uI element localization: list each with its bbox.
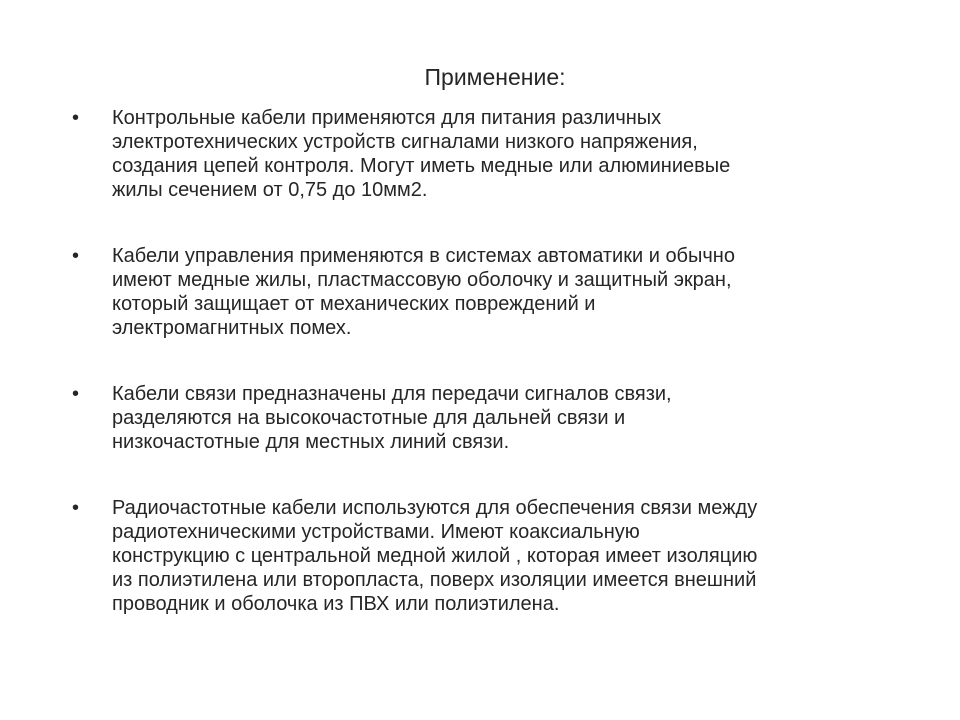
- bullet-item-control-cables: [72, 106, 932, 202]
- bullet-icon: •: [72, 107, 80, 129]
- bullet-line: проводник и оболочка из ПВХ или полиэтилена.: [112, 593, 560, 615]
- bullet-icon: •: [72, 383, 80, 405]
- bullet-line: создания цепей контроля. Могут иметь медные или алюминиевые: [112, 155, 731, 177]
- bullet-line: Контрольные кабели применяются для питания различных: [112, 107, 662, 129]
- bullet-line: радиотехническими устройствами. Имеют коаксиальную: [112, 521, 640, 543]
- bullet-line: Кабели связи предназначены для передачи сигналов связи,: [112, 383, 672, 405]
- bullet-line: из полиэтилена или второпласта, поверх изоляции имеется внешний: [112, 569, 757, 591]
- bullet-icon: •: [72, 497, 80, 519]
- bullet-line: Кабели управления применяются в системах автоматики и обычно: [112, 245, 735, 267]
- bullet-icon: •: [72, 245, 80, 267]
- slide-title: Применение:: [424, 64, 566, 90]
- bullet-line: электротехнических устройств сигналами низкого напряжения,: [112, 131, 698, 153]
- bullet-item-management-cables: [72, 244, 932, 340]
- bullet-line: Радиочастотные кабели используются для обеспечения связи между: [112, 497, 758, 519]
- bullet-line: жилы сечением от 0,75 до 10мм2.: [112, 179, 428, 201]
- bullet-line: разделяются на высокочастотные для дальней связи и: [112, 407, 626, 429]
- bullet-line: который защищает от механических повреждений и: [112, 293, 596, 315]
- bullet-line: имеют медные жилы, пластмассовую оболочку и защитный экран,: [112, 269, 732, 291]
- bullet-item-radio-frequency-cables: [72, 496, 932, 616]
- bullet-list: [72, 106, 932, 616]
- bullet-item-communication-cables: [72, 382, 932, 454]
- bullet-line: низкочастотные для местных линий связи.: [112, 431, 510, 453]
- bullet-line: электромагнитных помех.: [112, 317, 352, 339]
- bullet-line: конструкцию с центральной медной жилой , которая имеет изоляцию: [112, 545, 758, 567]
